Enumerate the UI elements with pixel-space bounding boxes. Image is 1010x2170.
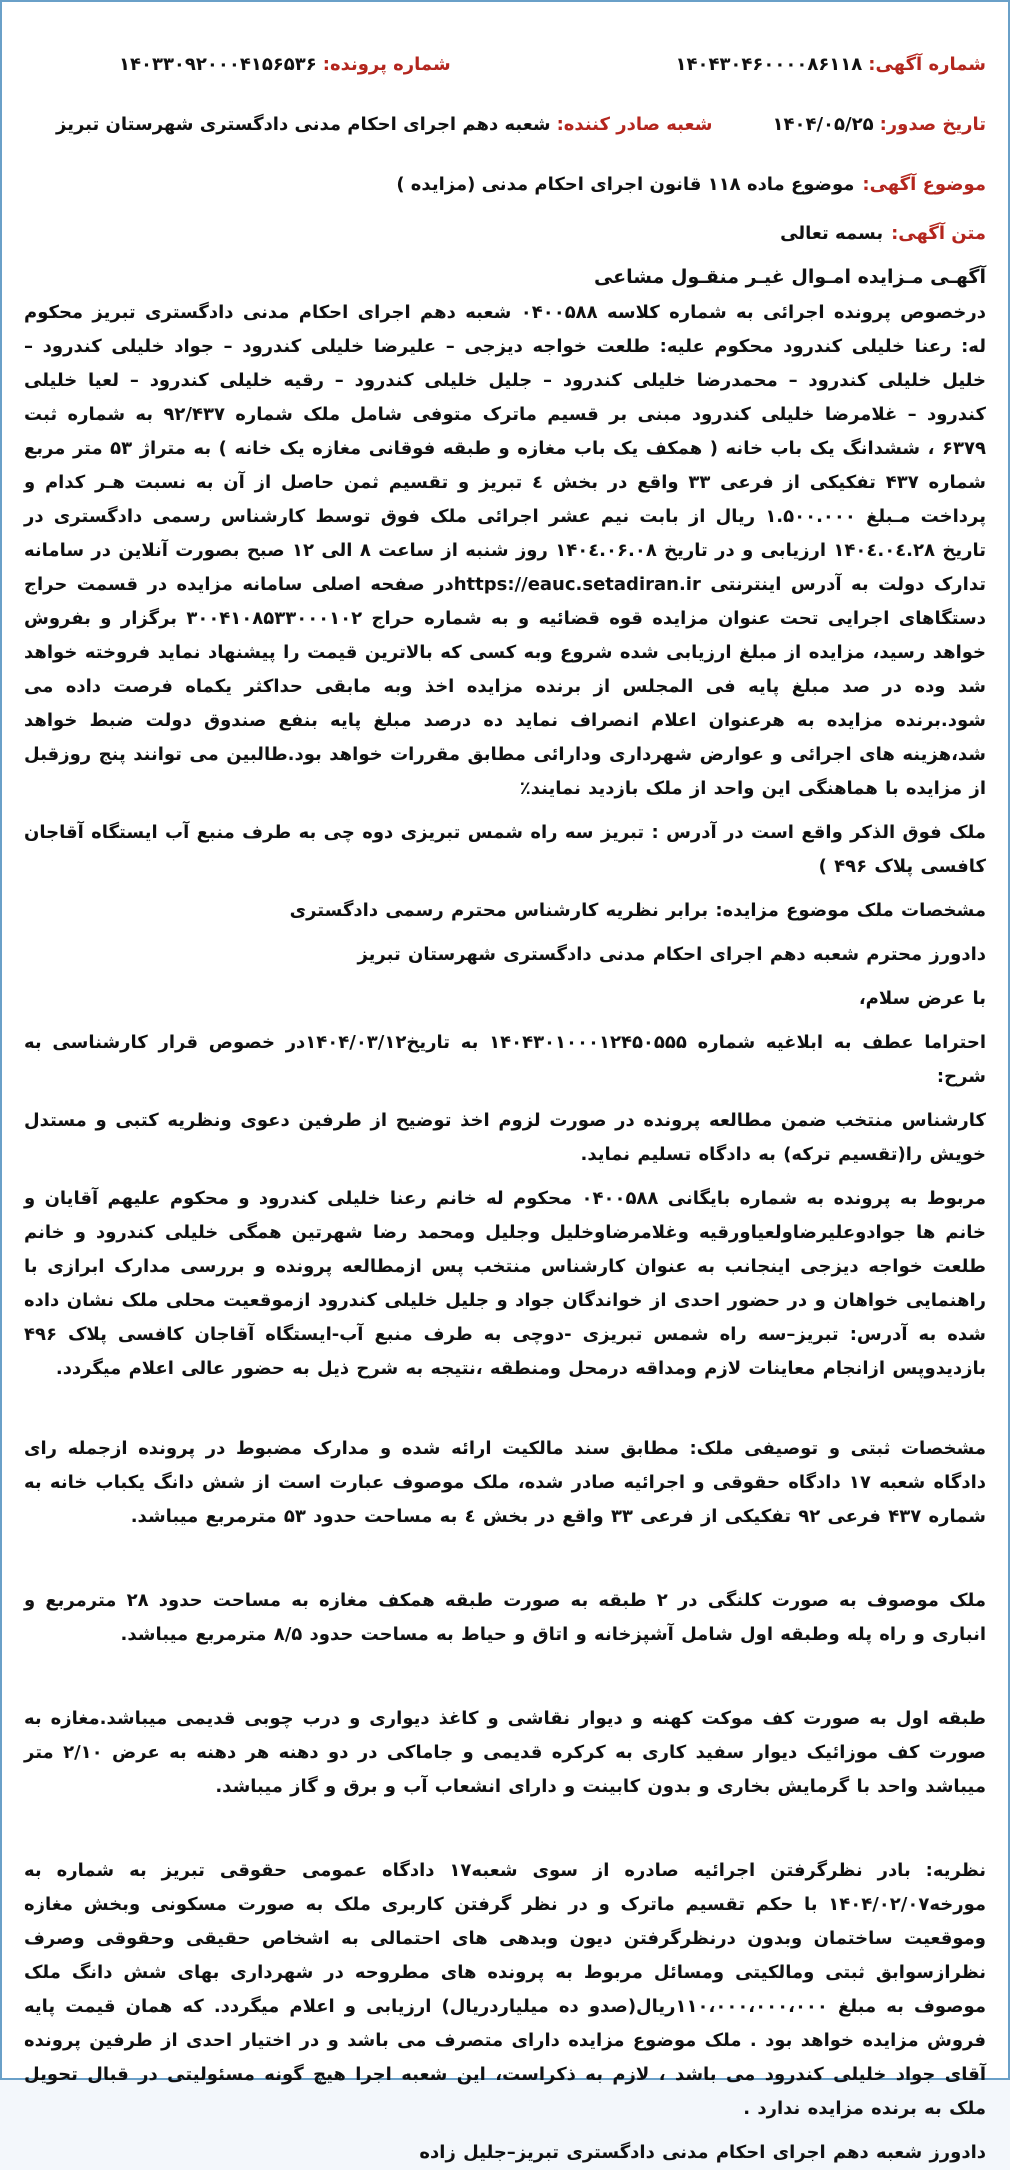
paragraph-reference: احتراما عطف به ابلاغیه شماره ۱۴۰۴۳۰۱۰۰۰۱۲۴۵۰۵۵۵ به تاریخ۱۴۰۴/۰۳/۱۲در خصوص قرار کارشناسی به شرح: — [24, 1032, 986, 1087]
paragraph-addressee: دادورز محترم شعبه دهم اجرای احکام مدنی دادگستری شهرستان تبریز — [357, 944, 986, 965]
text-lead-label: متن آگهی: — [891, 223, 986, 244]
subject-value: موضوع ماده ۱۱۸ قانون اجرای احکام مدنی (مزایده ) — [396, 174, 855, 195]
text-lead-row — [24, 223, 986, 244]
paragraph-building: ملک موصوف به صورت کلنگی در ۲ طبقه به صورت طبقه همکف مغازه به مساحت حدود ۲۸ مترمربع و انباری و راه پله وطبقه اول شامل آشپزخانه و اتاق و حیاط به مساحت حدود ۸/۵ مترمربع میباشد. — [24, 1590, 987, 1645]
header-row-1 — [24, 36, 986, 92]
paragraph-specs-intro: مشخصات ملک موضوع مزایده: برابر نظریه کارشناس محترم رسمی دادگستری — [289, 900, 986, 921]
case-number — [119, 54, 451, 75]
case-number-label: شماره پرونده: — [322, 53, 451, 75]
ad-number — [676, 54, 987, 75]
paragraph-signature: دادورز شعبه دهم اجرای احکام مدنی دادگستری تبریز–جلیل زاده — [419, 2142, 986, 2163]
paragraph-opinion: نظریه: بادر نظرگرفتن اجرائیه صادره از سوی شعبه۱۷ دادگاه عمومی حقوقی تبریز به شماره به مورخه۱۴۰۴/۰۲/۰۷ با حکم تقسیم ماترک و در نظر گرفتن کاربری ملک به صورت مسکونی وبخش مغازه وموقعیت ساختمان وبدون درنظرگرفتن دیون وبدهی های احتمالی به اشخاص حقیقی وحقوقی وصرف نظرازسوابق ثبتی ومالکیتی ومسائل مربوط به پرونده های مطروحه در شهرداری بهای شش دانگ ملک موصوف به مبلغ ۱۱۰،۰۰۰،۰۰۰،۰۰۰ریال(صدو ده میلیاردریال) ارزیابی و اعلام میگردد. که همان قیمت پایه فروش مزایده خواهد بود . ملک موضوع مزایده دارای متصرف می باشد و در اختیار احدی از طرفین پرونده آقای جواد خلیلی کندرود می باشد ، لازم به ذکراست، این شعبه اجرا هیچ گونه مسئولیتی در قبال تحویل ملک به برنده مزایده ندارد . — [24, 1860, 987, 2119]
subject-row — [24, 174, 986, 195]
issue-date-value: ۱۴۰۴/۰۵/۲۵ — [772, 113, 874, 135]
paragraph-expert-order: کارشناس منتخب ضمن مطالعه پرونده در صورت لزوم اخذ توضیح از طرفین دعوی ونظریه کتبی و مستدل خویش را(تقسیم ترکه) به دادگاه تسلیم نماید. — [24, 1110, 986, 1165]
issuer-value: شعبه دهم اجرای احکام مدنی دادگستری شهرستان تبریز — [56, 113, 551, 135]
text-lead-value: بسمه تعالی — [780, 223, 884, 244]
paragraph-address: ملک فوق الذکر واقع است در آدرس : تبریز سه راه شمس تبریزی دوه چی به طرف منبع آب ایستگاه آقاجان کافسی پلاک ۴۹۶ ) — [24, 822, 986, 877]
issue-date-label: تاریخ صدور: — [879, 113, 986, 135]
issuer — [56, 114, 712, 135]
paragraph-inspection: مربوط به پرونده به شماره بایگانی ۰۴۰۰۵۸۸ محکوم له خانم رعنا خلیلی کندرود و محکوم علیهم آقایان و خانم ها جوادوعلیرضاولعیاورقیه وغلامرضاوخلیل وجلیل ومحمد رضا شهرتین همگی خلیلی کندرود و خانم طلعت خواجه دیزجی اینجانب به عنوان کارشناس منتخب پس ازمطالعه پرونده و بررسی مدارک ابرازی با راهنمایی خواهان و در حضور احدی از خواندگان جواد و جلیل خلیلی کندرود ازموقعیت محلی ملک نشان داده شده به آدرس: تبریز–سه راه شمس تبریزی -دوچی به طرف منبع آب-ایستگاه آقاجان کافسی پلاک ۴۹۶ بازدیدوپس ازانجام معاینات لازم ومداقه درمحل ومنطقه ،نتیجه به شرح ذیل به حضور عالی اعلام میگردد. — [24, 1188, 987, 1379]
issuer-label: شعبه صادر کننده: — [556, 113, 713, 135]
issue-date — [773, 114, 986, 135]
paragraph-auction-details: درخصوص پرونده اجرائی به شماره کلاسه ۰۴۰۰۵۸۸ شعبه دهم اجرای احکام مدنی دادگستری تبریز محکوم له: رعنا خلیلی کندرود محکوم علیه: طلعت خواجه دیزجی – علیرضا خلیلی کندرود – جواد خلیلی کندرود – خلیل خلیلی کندرود – محمدرضا خلیلی کندرود – جلیل خلیلی کندرود – رقیه خلیلی کندرود – لعیا خلیلی کندرود – غلامرضا خلیلی کندرود مبنی بر قسیم ماترک متوفی شامل ملک شماره ۹۲/۴۳۷ به شماره ثبت ۶۳۷۹ ، ششدانگ یک باب خانه ( همکف یک باب مغازه و طبقه فوقانی مغازه یک خانه ) به متراژ ۵۳ متر مربع شماره ۴۳۷ تفکیکی از فرعی ۳۳ واقع در بخش ٤ تبریز و تقسیم ثمن حاصل از آن به نسبت هـر کدام و پرداخت مـبلغ ۱.۵۰۰.۰۰۰ ریال از بابت نیم عشر اجرائی ملک فوق توسط کارشناس رسمی دادگستری در تاریخ ۱۴۰٤.۰٤.۲۸ ارزیابی و در تاریخ ۱۴۰٤.۰۶.۰۸ روز شنبه از ساعت ۸ الی ۱۲ صبح بصورت آنلاین در سامانه تدارک دولت به آدرس اینترنتی https://eauc.setadiran.irدر صفحه اصلی سامانه مزایده در قسمت حراج دستگاهای اجرایی تحت عنوان مزایده قوه قضائیه و به شماره حراج ۳۰۰۴۱۰۸۵۳۳۰۰۰۱۰۲ برگزار و بفروش خواهد رسید، مزایده از مبلغ ارزیابی شده شروع وبه کسی که بالاترین قیمت را پیشنهاد نماید فروخته خواهد شد وده در صد مبلغ پایه فی المجلس از برنده مزایده اخذ وبه مابقی حداکثر یکماه فرصت داده می شود.برنده مزایده به هرعنوان اعلام انصراف نماید ده درصد مبلغ پایه بنفع صندوق دولت ضبط خواهد شد،هزینه های اجرائی و عوارض شهرداری ودارائی مطابق مقررات خواهد بود.طالبین می توانند پنج روزقبل از مزایده با هماهنگی این واحد از ملک بازدید نمایند٪ — [24, 302, 986, 799]
notice-body — [24, 296, 986, 2170]
paragraph-greeting: با عرض سلام، — [858, 988, 986, 1009]
ad-number-label: شماره آگهی: — [868, 53, 986, 75]
paragraph-first-floor: طبقه اول به صورت کف موکت کهنه و دیوار نقاشی و کاغذ دیواری و درب چوبی قدیمی میباشد.مغازه به صورت کف موزائیک دیوار سفید کاری به کرکره قدیمی و جاماکی در دو دهنه هر دهنه به عرض ۲/۱۰ متر میباشد واحد با گرمایش بخاری و بدون کابینت و دارای انشعاب آب و برق و گاز میباشد. — [24, 1708, 986, 1797]
header-row-2 — [24, 96, 986, 152]
subject-label: موضوع آگهی: — [862, 174, 986, 195]
notice-heading: آگهـی مـزایده امـوال غیـر منقـول مشاعی — [593, 266, 986, 288]
case-number-value: ۱۴۰۳۳۰۹۲۰۰۰۴۱۵۶۵۳۶ — [119, 53, 317, 75]
ad-number-value: ۱۴۰۴۳۰۴۶۰۰۰۰۸۶۱۱۸ — [675, 53, 863, 75]
paragraph-registration: مشخصات ثبتی و توصیفی ملک: مطابق سند مالکیت ارائه شده و مدارک مضبوط در پرونده ازجمله رای دادگاه شعبه ۱۷ دادگاه حقوقی و اجرائیه صادر شده، ملک موصوف عبارت است از شش دانگ یکباب خانه به شماره ۴۳۷ فرعی ۹۲ تفکیکی از فرعی ۳۳ واقع در بخش ٤ به مساحت حدود ۵۳ مترمربع میباشد. — [24, 1438, 986, 1527]
